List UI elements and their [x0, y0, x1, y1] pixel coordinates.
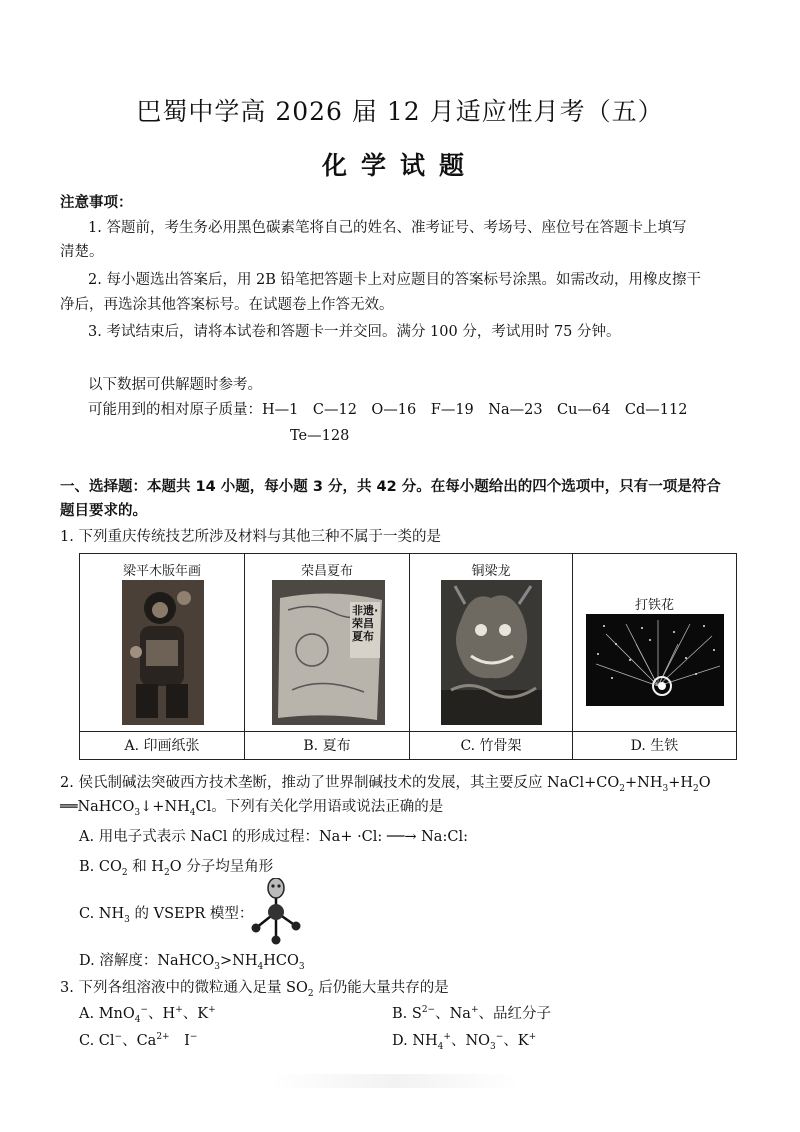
caption-nianhua: 梁平木版年画: [122, 564, 201, 579]
q2-option-a[interactable]: A. 用电子式表示 NaCl 的形成过程：Na+ ·Cl: ──→ Na:Cl:: [79, 829, 468, 845]
q3-option-b[interactable]: B. $S^{2-}$、Na+、品红分子: [392, 1005, 551, 1022]
q1-option-d[interactable]: D. 生铁: [630, 738, 679, 754]
atomic-masses-cont: Te—128: [290, 428, 350, 444]
section-heading: 一、选择题：本题共 14 小题，每小题 3 分，共 42 分。在每小题给出的四个选项中，只有一项是符合: [60, 479, 721, 495]
atomic-masses: 可能用到的相对原子质量：H—1 C—12 O—16 F—19 Na—23 Cu—64 Cd—112: [88, 402, 688, 418]
q1-option-c[interactable]: C. 竹骨架: [410, 732, 573, 760]
q1-option-a[interactable]: A. 印画纸张: [80, 732, 245, 760]
nh3-vsepr-model: [240, 878, 310, 948]
question-1-options-row: [80, 731, 736, 760]
image-cell-nianhua: [80, 554, 245, 731]
question-1-image-table: [79, 553, 737, 760]
q3-option-a[interactable]: A. MnO$_4$−、H+、K+: [79, 1005, 216, 1025]
question-1-stem: 1. 下列重庆传统技艺所涉及材料与其他三种不属于一类的是: [60, 529, 441, 545]
image-cell-tongliang-long: [410, 554, 573, 731]
xiabu-picture: [272, 580, 385, 725]
caption-tongliang-long: 铜梁龙: [471, 564, 511, 579]
question-2-stem-cont: $══NaHCO_3↓+NH_4Cl$。下列有关化学用语或说法正确的是: [60, 799, 444, 818]
exam-title: 巴蜀中学高 2026 届 12 月适应性月考（五）: [136, 97, 664, 126]
q3-option-c[interactable]: C. Cl−、$Ca^{2+}$ I−: [79, 1032, 198, 1049]
image-cell-xiabu: [245, 554, 410, 731]
notice-item-2: 2. 每小题选出答案后，用 2B 铅笔把答题卡上对应题目的答案标号涂黑。如需改动，用橡皮擦干: [88, 272, 702, 288]
q3-option-d[interactable]: D. $NH_4^+$、$NO_3^-$、K+: [392, 1032, 537, 1052]
q1-option-b[interactable]: B. 夏布: [245, 732, 410, 760]
datiehua-picture: [586, 614, 724, 706]
xiabu-label: 非遗·荣昌夏布: [352, 604, 379, 643]
notice-item-2-cont: 净后，再选涂其他答案标号。在试题卷上作答无效。: [60, 297, 394, 313]
caption-datiehua: 打铁花: [634, 598, 674, 613]
notice-item-1: 1. 答题前，考生务必用黑色碳素笔将自己的姓名、准考证号、考场号、座位号在答题卡上填写: [88, 220, 687, 236]
reference-intro: 以下数据可供解题时参考。: [88, 377, 262, 393]
q2-option-b[interactable]: B. $CO_2$ 和 $H_2O$ 分子均呈角形: [79, 859, 274, 878]
dragon-picture: [441, 580, 542, 725]
scan-smudge: [270, 1074, 520, 1088]
notice-item-3: 3. 考试结束后，请将本试卷和答题卡一并交回。满分 100 分，考试用时 75 分钟。: [88, 324, 621, 340]
question-2-stem: 2. 侯氏制碱法突破西方技术垄断，推动了世界制碱技术的发展，其主要反应 $NaCl+CO_2+NH_3+H_2O$: [60, 775, 711, 794]
exam-subtitle: 化学试题: [321, 151, 478, 180]
question-3-stem: 3. 下列各组溶液中的微粒通入足量 $SO_2$ 后仍能大量共存的是: [60, 980, 449, 999]
caption-xiabu: 荣昌夏布: [300, 564, 353, 579]
q2-option-c[interactable]: C. $NH_3$ 的 VSEPR 模型：: [79, 906, 254, 925]
section-heading-cont: 题目要求的。: [60, 503, 147, 519]
image-cell-datiehua: [573, 554, 736, 731]
q2-option-d[interactable]: D. 溶解度：$NaHCO_3>NH_4HCO_3$: [79, 953, 305, 972]
notice-item-1-cont: 清楚。: [60, 244, 104, 260]
notice-heading: 注意事项：: [60, 195, 133, 211]
nianhua-picture: [122, 580, 204, 725]
